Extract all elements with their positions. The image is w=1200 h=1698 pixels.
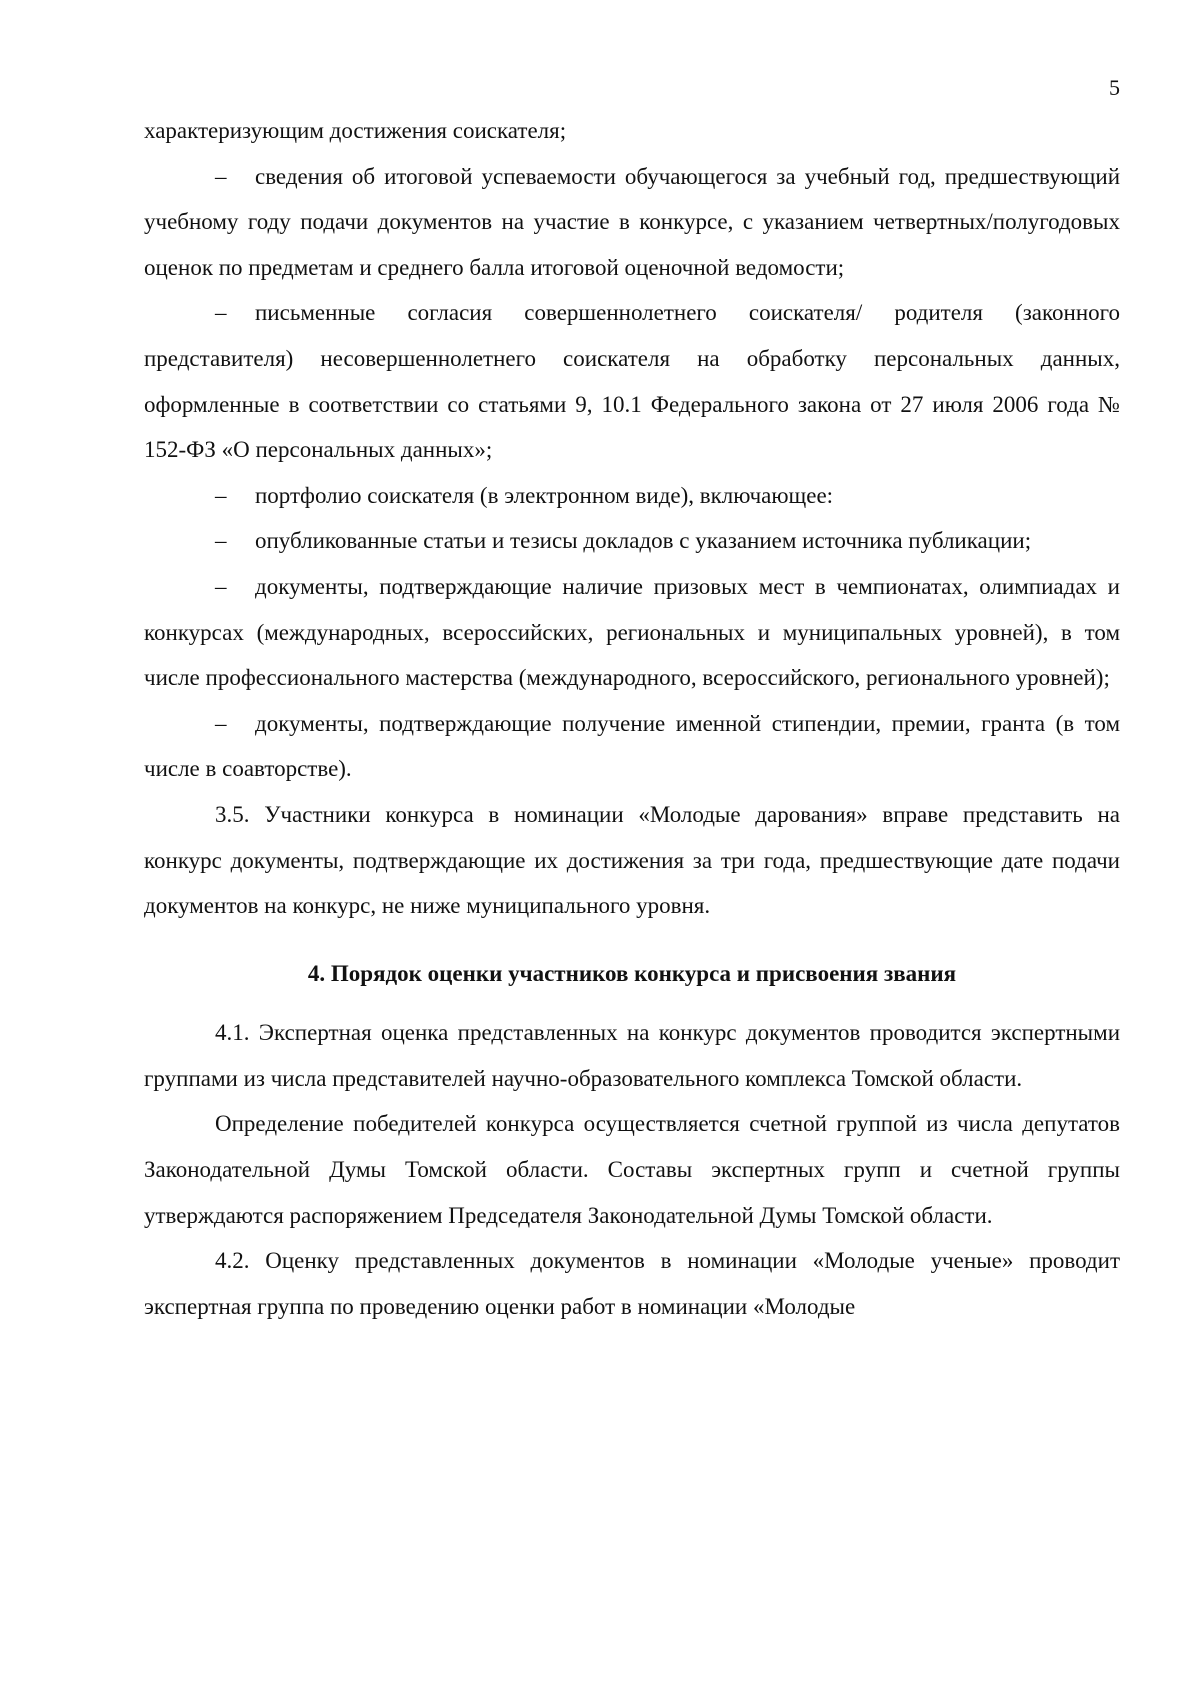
list-dash: – — [215, 710, 227, 736]
list-dash: – — [215, 300, 227, 326]
list-item — [144, 518, 1120, 564]
list-dash: – — [215, 528, 227, 554]
paragraph: 4.2. Оценку представленных документов в номинации «Молодые ученые» проводит экспертная группа по проведению оценки работ в номинации «Молодые — [144, 1248, 1120, 1319]
list-item-text: сведения об итоговой успеваемости обучающегося за учебный год, предшествующий учебному году подачи документов на участие в конкурсе, с указанием четвертных/полугодовых оценок по предметам и среднего балла итоговой оценочной ведомости; — [144, 163, 1120, 280]
list-item-text: портфолио соискателя (в электронном виде), включающее: — [255, 482, 834, 508]
list-item-text: опубликованные статьи и тезисы докладов с указанием источника публикации; — [255, 528, 1032, 554]
paragraph: 4.1. Экспертная оценка представленных на конкурс документов проводится экспертными группами из числа представителей научно-образовательного комплекса Томской области. — [144, 1020, 1120, 1091]
page-number: 5 — [1109, 75, 1120, 100]
list-dash: – — [215, 482, 227, 508]
list-item-text: письменные согласия совершеннолетнего соискателя/ родителя (законного представителя) несовершеннолетнего соискателя на обработку персональных данных, оформленные в соответствии со статьями 9, 10.1 Федерального закона от 27 июля 2006 года № 152-ФЗ «О персональных данных»; — [144, 300, 1120, 463]
list-item — [144, 701, 1120, 792]
list-item-text: документы, подтверждающие получение именной стипендии, премии, гранта (в том числе в соавторстве). — [144, 710, 1120, 782]
list-dash: – — [215, 573, 227, 599]
document-body — [144, 108, 1120, 1329]
paragraph: характеризующим достижения соискателя; — [144, 118, 567, 143]
list-item — [144, 290, 1120, 472]
list-item — [144, 473, 1120, 519]
paragraph: 3.5. Участники конкурса в номинации «Молодые дарования» вправе представить на конкурс документы, подтверждающие их достижения за три года, предшествующие дате подачи документов на конкурс, не ниже муниципального уровня. — [144, 801, 1120, 919]
list-item — [144, 564, 1120, 701]
paragraph: Определение победителей конкурса осуществляется счетной группой из числа депутатов Законодательной Думы Томской области. Составы экспертных групп и счетной группы утверждаются распоряжением Председателя Законодательной Думы Томской области. — [144, 1111, 1120, 1228]
section-heading: 4. Порядок оценки участников конкурса и присвоения звания — [307, 960, 957, 986]
list-item — [144, 154, 1120, 291]
list-item-text: документы, подтверждающие наличие призовых мест в чемпионатах, олимпиадах и конкурсах (международных, всероссийских, региональных и муниципальных уровней), в том числе профессионального мастерства (международного, всероссийского, регионального уровней); — [144, 573, 1120, 691]
list-dash: – — [215, 163, 227, 189]
